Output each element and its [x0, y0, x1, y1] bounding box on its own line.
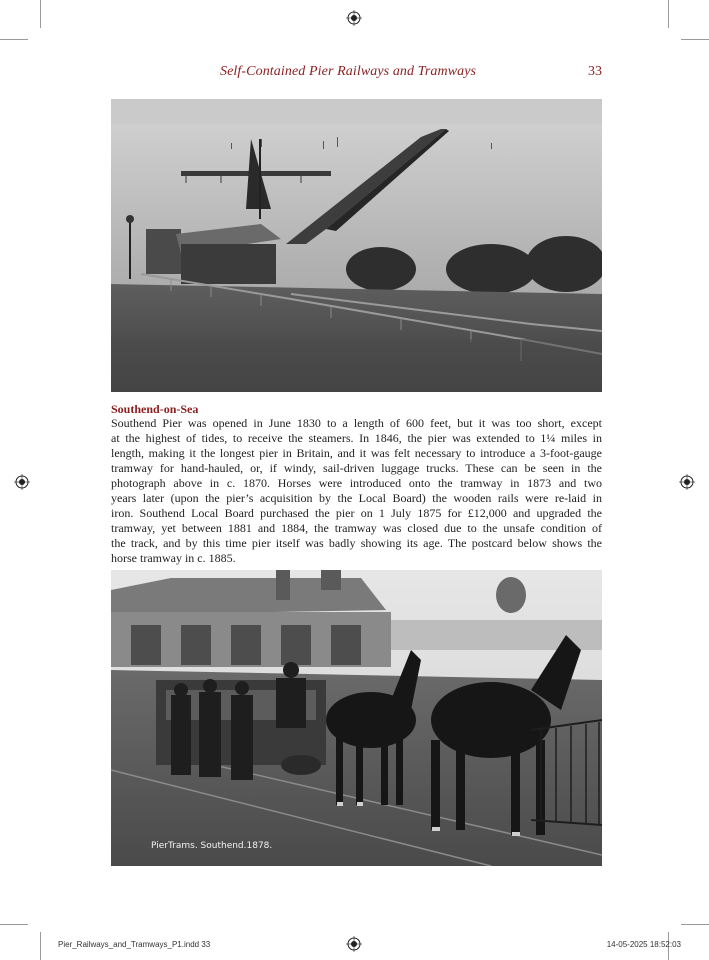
body-text-line: years later (upon the pier’s acquisition by the Local Board) the wooden rails were re-laid in	[111, 491, 602, 505]
crop-mark	[40, 932, 41, 960]
postcard-caption: PierTrams. Southend.1878.	[151, 841, 273, 851]
horse-tram-postcard	[111, 570, 602, 866]
body-text-line: the track, and by this time pier itself was badly showing its age. The postcard below shows the	[111, 536, 602, 550]
crop-mark	[681, 39, 709, 40]
body-paragraph	[111, 416, 602, 566]
body-text-line: tramway for hand-hauled, or, if windy, sail-driven luggage trucks. These can be seen in the	[111, 461, 602, 475]
body-text-line: tramway, yet between 1881 and 1884, the tramway was closed due to the unsafe condition of	[111, 521, 602, 535]
registration-mark-icon	[679, 474, 695, 490]
crop-mark	[0, 924, 28, 925]
registration-mark-icon	[346, 936, 362, 952]
running-title: Self-Contained Pier Railways and Tramways	[220, 64, 477, 79]
crop-mark	[40, 0, 41, 28]
body-text-line: horse tramway in c. 1885.	[111, 551, 236, 565]
registration-mark-icon	[346, 10, 362, 26]
running-head	[110, 64, 602, 84]
body-text-line: Southend Pier was opened in June 1830 to a length of 600 feet, but it was too short, except	[111, 416, 602, 430]
slug-timestamp: 14-05-2025 18:52:03	[606, 940, 681, 949]
crop-mark	[0, 39, 28, 40]
body-text-line: length, making it the longest pier in Britain, and it was felt necessary to introduce a 3-foot-gauge	[111, 446, 602, 460]
crop-mark	[668, 0, 669, 28]
page-number: 33	[588, 64, 602, 79]
crop-mark	[681, 924, 709, 925]
pier-photograph	[111, 99, 602, 392]
body-text-line: photograph above in c. 1870. Horses were introduced onto the tramway in 1873 and two	[111, 476, 602, 490]
registration-mark-icon	[14, 474, 30, 490]
body-text-line: iron. Southend Local Board purchased the pier on 1 July 1875 for £12,000 and upgraded the	[111, 506, 602, 520]
body-text-line: at the highest of tides, to receive the steamers. In 1846, the pier was extended to 1¼ miles in	[111, 431, 602, 445]
section-heading: Southend-on-Sea	[111, 402, 199, 416]
slug-filename: Pier_Railways_and_Tramways_P1.indd 33	[58, 940, 211, 949]
